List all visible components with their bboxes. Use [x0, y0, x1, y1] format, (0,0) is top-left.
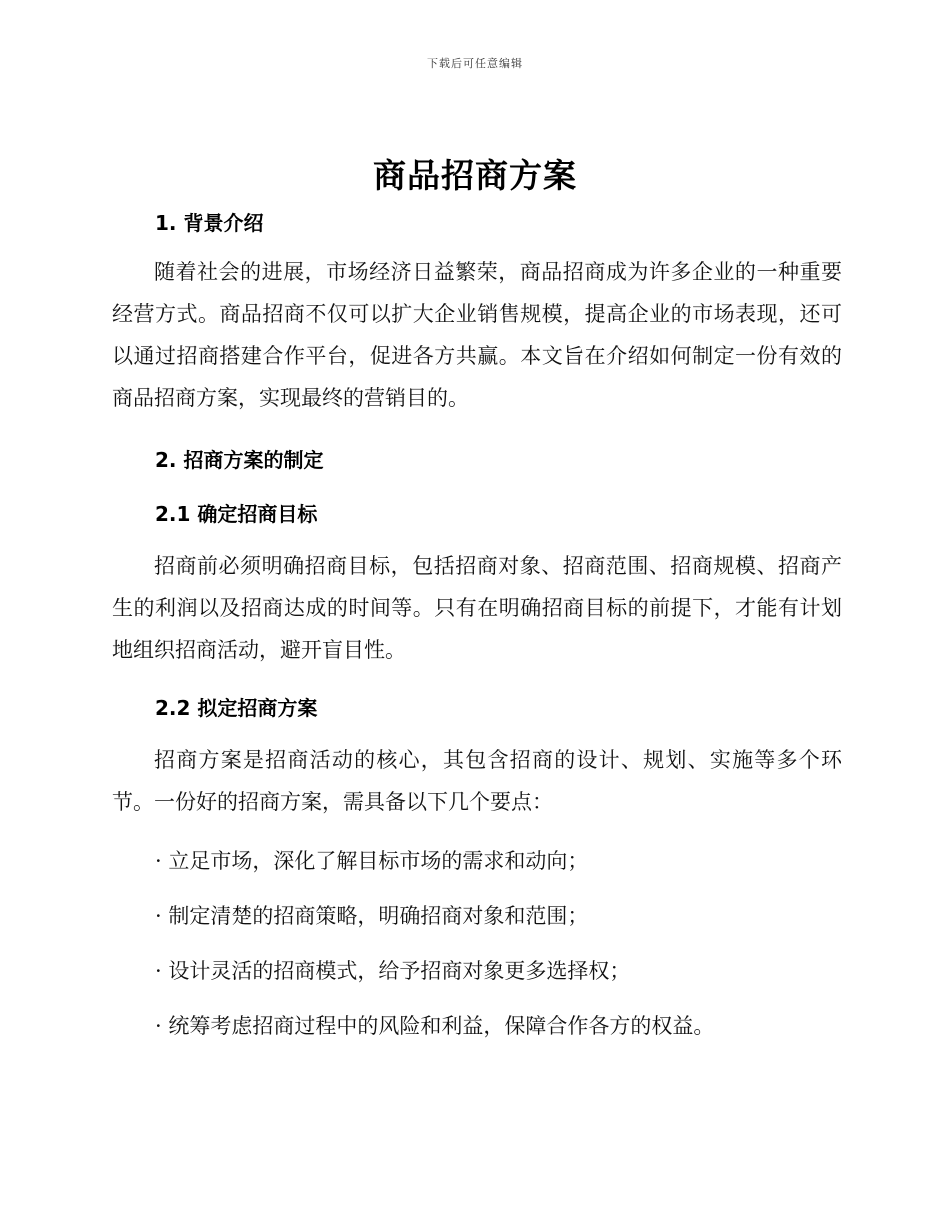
- bullet-item: · 立足市场，深化了解目标市场的需求和动向；: [155, 849, 589, 873]
- subsection-heading-draft-plan: 2.2 拟定招商方案: [155, 696, 318, 720]
- bullet-item: · 设计灵活的招商模式，给予招商对象更多选择权；: [155, 959, 631, 983]
- paragraph-define-goals: 招商前必须明确招商目标，包括招商对象、招商范围、招商规模、招商产生的利润以及招商达成的时间等。只有在明确招商目标的前提下，才能有计划地组织招商活动，避开盲目性。: [112, 554, 842, 662]
- paragraph-draft-plan: 招商方案是招商活动的核心，其包含招商的设计、规划、实施等多个环节。一份好的招商方案，需具备以下几个要点：: [112, 748, 842, 814]
- subsection-heading-define-goals: 2.1 确定招商目标: [155, 502, 318, 526]
- document-title: 商品招商方案: [373, 156, 577, 195]
- bullet-item: · 统筹考虑招商过程中的风险和利益，保障合作各方的权益。: [155, 1014, 715, 1038]
- bullet-item: · 制定清楚的招商策略，明确招商对象和范围；: [155, 904, 589, 928]
- page-header-note: 下载后可任意编辑: [427, 57, 523, 70]
- paragraph-background: 随着社会的进展，市场经济日益繁荣，商品招商成为许多企业的一种重要经营方式。商品招商不仅可以扩大企业销售规模，提高企业的市场表现，还可以通过招商搭建合作平台，促进各方共赢。本文旨在介绍如何制定一份有效的商品招商方案，实现最终的营销目的。: [112, 260, 842, 410]
- section-heading-background: 1. 背景介绍: [155, 211, 264, 235]
- section-heading-plan-formulation: 2. 招商方案的制定: [155, 448, 324, 472]
